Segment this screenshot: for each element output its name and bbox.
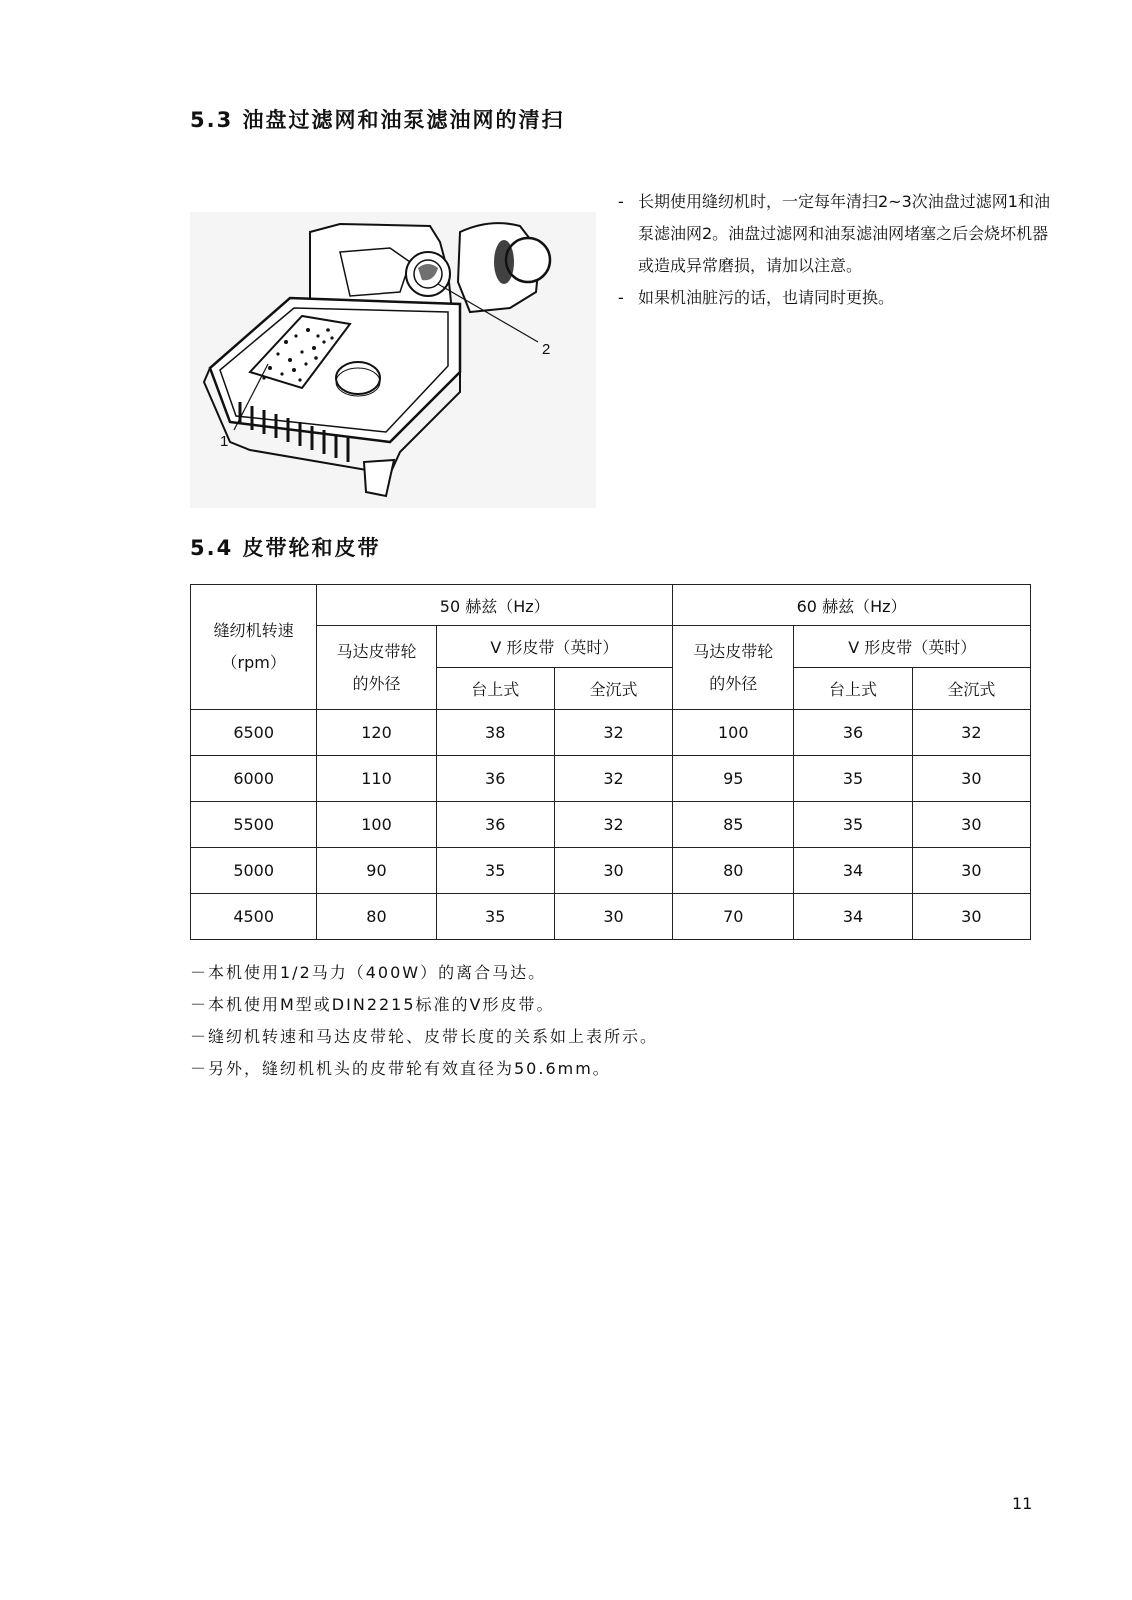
table-cell: 32 [554,756,672,802]
table-cell: 35 [794,802,912,848]
bullet-dash: - [618,192,624,211]
table-row [191,802,1031,848]
table-cell: 32 [554,802,672,848]
table-cell: 30 [912,802,1030,848]
table-cell: 36 [436,802,554,848]
section-5-4-title: 5.4 皮带轮和皮带 [190,536,381,560]
table-cell: 90 [317,848,436,894]
table-cell: 34 [794,848,912,894]
oil-pan-filter-illustration [190,212,596,508]
instruction-item [618,282,1058,314]
table-row [191,710,1031,756]
note-line: －另外，缝纫机机头的皮带轮有效直径为50.6mm。 [190,1059,611,1078]
table-cell: 5000 [191,848,317,894]
table-cell: 95 [673,756,794,802]
callout-2: 2 [542,341,551,358]
table-cell: 30 [912,848,1030,894]
table-cell: 70 [673,894,794,940]
table-cell: 36 [436,756,554,802]
table-row [191,848,1031,894]
note-line: －本机使用1/2马力（400W）的离合马达。 [190,963,547,982]
header-60hz: 60 赫兹（Hz） [673,585,1031,626]
table-cell: 32 [912,710,1030,756]
table-cell: 120 [317,710,436,756]
callout-1: 1 [220,433,229,450]
table-cell: 36 [794,710,912,756]
table-cell: 100 [673,710,794,756]
table-cell: 32 [554,710,672,756]
page-number: 11 [1012,1494,1033,1513]
speed-header: 缝纫机转速 （rpm） [191,585,317,710]
pulley-belt-table [190,584,1031,940]
section-5-3-title: 5.3 油盘过滤网和油泵滤油网的清扫 [190,108,565,132]
instruction-item [618,186,1058,282]
table-cell: 35 [436,848,554,894]
table-cell: 30 [912,894,1030,940]
pulley-diameter-header-50: 马达皮带轮 的外径 [317,626,436,710]
belt-notes [190,957,658,1085]
table-cell: 35 [794,756,912,802]
table-cell: 110 [317,756,436,802]
table-cell: 4500 [191,894,317,940]
table-row [191,894,1031,940]
instruction-text: 长期使用缝纫机时，一定每年清扫2~3次油盘过滤网1和油泵滤油网2。油盘过滤网和油泵滤油网堵塞之后会烧坏机器或造成异常磨损，请加以注意。 [638,192,1050,275]
table-top-header-60: 台上式 [794,668,912,710]
cleaning-instructions [618,186,1058,314]
table-cell: 100 [317,802,436,848]
table-cell: 85 [673,802,794,848]
table-cell: 30 [554,848,672,894]
machine-oil-pan-drawing [190,212,596,508]
table-cell: 35 [436,894,554,940]
note-line: －缝纫机转速和马达皮带轮、皮带长度的关系如上表所示。 [190,1027,659,1046]
header-50hz: 50 赫兹（Hz） [317,585,673,626]
vbelt-header-60: V 形皮带（英时） [794,626,1031,668]
table-cell: 6000 [191,756,317,802]
vbelt-header-50: V 形皮带（英时） [436,626,673,668]
note-line: －本机使用M型或DIN2215标准的V形皮带。 [190,995,555,1014]
table-cell: 38 [436,710,554,756]
sunk-header-60: 全沉式 [912,668,1030,710]
table-top-header-50: 台上式 [436,668,554,710]
table-cell: 6500 [191,710,317,756]
sunk-header-50: 全沉式 [554,668,672,710]
table-row [191,756,1031,802]
table-cell: 34 [794,894,912,940]
table-cell: 30 [554,894,672,940]
table-cell: 30 [912,756,1030,802]
table-cell: 80 [673,848,794,894]
pulley-diameter-header-60: 马达皮带轮 的外径 [673,626,794,710]
instruction-text: 如果机油脏污的话，也请同时更换。 [638,288,895,307]
bullet-dash: - [618,288,624,307]
table-cell: 5500 [191,802,317,848]
table-cell: 80 [317,894,436,940]
